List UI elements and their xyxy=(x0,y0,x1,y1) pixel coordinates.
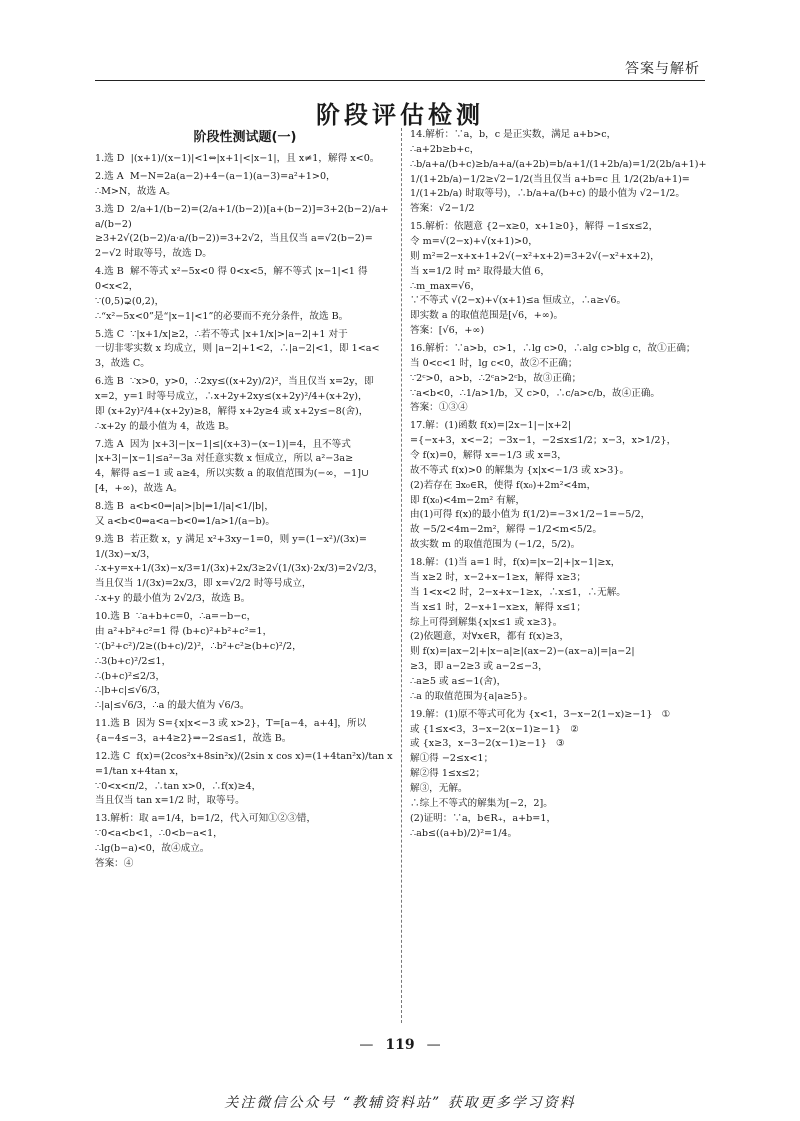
answer-line xyxy=(410,202,710,217)
line-text: 则 m²=2−x+x+1+2√(−x²+x+2)=3+2√(−x²+x+2)， xyxy=(410,250,660,262)
item-number: 6. xyxy=(95,376,105,388)
line-text: ∵(b²+c²)/2≥((b+c)/2)²，∴b²+c²≥(b+c)²/2， xyxy=(95,640,302,652)
answer-line xyxy=(410,723,710,738)
answer-line xyxy=(95,750,395,780)
line-text: 当且仅当 1/(3x)=2x/3，即 x=√2/2 时等号成立， xyxy=(95,578,312,590)
line-text: 故实数 m 的取值范围为 (−1/2，5/2)。 xyxy=(410,539,581,551)
line-text: 4，解得 a≤−1 或 a≥4，所以实数 a 的取值范围为(−∞，−1]∪ xyxy=(95,468,370,480)
line-text: ∴M>N，故选 A。 xyxy=(95,185,176,197)
item-number: 3. xyxy=(95,203,105,215)
line-text: 解：(1)原不等式可化为 {x<1，3−x−2(1−x)≥−1} ① xyxy=(425,708,671,720)
answer-item xyxy=(95,717,395,747)
line-text: 又 a<b<0⇒a<a−b<0⇒1/a>1/(a−b)。 xyxy=(95,515,275,527)
answer-line xyxy=(95,452,395,467)
answer-line xyxy=(95,577,395,592)
answer-line xyxy=(410,324,710,339)
answer-line xyxy=(410,357,710,372)
answer-item xyxy=(410,556,710,705)
line-text: ∴a 的取值范围为{a|a≥5}。 xyxy=(410,690,534,702)
line-text: 当 x≥2 时，x−2+x−1≥x，解得 x≥3； xyxy=(410,571,587,583)
answer-line xyxy=(410,235,710,250)
line-text: 解析：∵a，b，c 是正实数，满足 a+b>c， xyxy=(425,129,617,140)
answer-line xyxy=(95,684,395,699)
item-number: 18. xyxy=(410,557,426,569)
running-header: 答案与解析 xyxy=(625,61,700,77)
line-text: 故不等式 f(x)>0 的解集为 {x|x<−1/3 或 x>3}。 xyxy=(410,464,630,476)
answer-line xyxy=(410,812,710,827)
line-text: (2)证明：∵a，b∈R₊，a+b=1， xyxy=(410,812,557,824)
item-number: 19. xyxy=(410,708,426,720)
answer-line xyxy=(95,842,395,857)
answer-line xyxy=(95,827,395,842)
answer-item xyxy=(95,812,395,871)
line-text: 选 B ∵x>0，y>0，∴2xy≤((x+2y)/2)²，当且仅当 x=2y，即 xyxy=(104,376,374,388)
answer-line xyxy=(410,523,710,538)
answer-line xyxy=(410,827,710,842)
answer-line xyxy=(95,265,395,280)
answer-line xyxy=(410,342,710,357)
line-text: 3，故选 C。 xyxy=(95,358,150,370)
answer-line xyxy=(410,556,710,571)
answer-line xyxy=(410,464,710,479)
line-text: 答案：①③④ xyxy=(410,402,468,414)
answer-line xyxy=(95,170,395,185)
line-text: ∴|b+c|≤√6/3， xyxy=(95,685,167,697)
line-text: 当且仅当 tan x=1/2 时，取等号。 xyxy=(95,795,245,807)
answer-line xyxy=(410,586,710,601)
answer-line xyxy=(410,280,710,295)
line-text: 选 D 2/a+1/(b−2)=(2/a+1/(b−2))[a+(b−2)]=3+2(b−2)/a+a/(b−2) xyxy=(95,203,389,230)
answer-item xyxy=(95,265,395,324)
answer-item xyxy=(95,328,395,373)
line-text: ≥3+2√(2(b−2)/a·a/(b−2))=3+2√2，当且仅当 a=√2(b−2)= xyxy=(95,233,373,245)
line-text: ∴a≥5 或 a≤−1(舍)， xyxy=(410,675,507,687)
answer-line xyxy=(95,655,395,670)
item-number: 11. xyxy=(95,718,111,730)
answer-line xyxy=(95,500,395,515)
line-text: 2−√2 时取等号，故选 D。 xyxy=(95,248,212,260)
line-text: 答案：④ xyxy=(95,857,134,869)
line-text: 选 A 因为 |x+3|−|x−1|≤|(x+3)−(x−1)|=4，且不等式 xyxy=(104,438,351,450)
item-number: 7. xyxy=(95,438,105,450)
answer-line xyxy=(410,538,710,553)
page-number: — 119 — xyxy=(359,1037,441,1053)
line-text: 即 (x+2y)²/4+(x+2y)≥8，解得 x+2y≥4 或 x+2y≤−8(舍)， xyxy=(95,405,369,417)
answer-line xyxy=(410,294,710,309)
line-text: ∴m_max=√6， xyxy=(410,280,481,292)
answer-item xyxy=(410,128,710,217)
line-text: 答案：[√6，+∞) xyxy=(410,325,485,337)
answer-line xyxy=(410,419,710,434)
answer-line xyxy=(410,143,710,158)
line-text: ∴x+2y 的最小值为 4，故选 B。 xyxy=(95,420,235,432)
line-text: 解析：取 a=1/4，b=1/2，代入可知①②③错， xyxy=(110,813,317,825)
answer-line xyxy=(95,794,395,809)
answer-line xyxy=(95,717,395,732)
right-answer-list xyxy=(410,128,710,841)
answer-item xyxy=(410,419,710,553)
answer-line xyxy=(410,401,710,416)
answer-item xyxy=(410,708,710,842)
page-title: 阶段评估检测 xyxy=(316,101,484,129)
answer-line xyxy=(95,247,395,262)
answer-line xyxy=(410,675,710,690)
line-text: ∴x+y 的最小值为 2√2/3，故选 B。 xyxy=(95,593,251,605)
line-text: 解①得 −2≤x<1； xyxy=(410,753,494,765)
answer-line xyxy=(410,630,710,645)
answer-line xyxy=(95,342,395,357)
line-text: ∴x+y=x+1/(3x)−x/3=1/(3x)+2x/3≥2√(1/(3x)·2x/3)=2√2/3， xyxy=(95,563,384,575)
line-text: 答案：√2−1/2 xyxy=(410,203,475,215)
answer-line xyxy=(410,173,710,188)
answer-line xyxy=(410,752,710,767)
answer-line xyxy=(410,508,710,523)
line-text: ∴ab≤((a+b)/2)²=1/4。 xyxy=(410,827,518,839)
answer-line xyxy=(95,467,395,482)
line-text: ∴(b+c)²≤2/3， xyxy=(95,670,166,682)
answer-line xyxy=(95,857,395,872)
answer-line xyxy=(95,203,395,233)
line-text: 选 D |(x+1)/(x−1)|<1⇔|x+1|<|x−1|，且 x≠1，解得 x<0。 xyxy=(104,153,380,165)
line-text: ∴lg(b−a)<0，故④成立。 xyxy=(95,842,210,854)
answer-line xyxy=(410,494,710,509)
line-text: 故 −5/2<4m−2m²，解得 −1/2<m<5/2。 xyxy=(410,524,602,536)
answer-line xyxy=(410,128,710,143)
line-text: 一切非零实数 x 均成立，则 |a−2|+1<2，∴|a−2|<1，即 1<a< xyxy=(95,343,380,355)
answer-line xyxy=(95,310,395,325)
answer-item xyxy=(95,500,395,530)
line-text: 当 0<c<1 时，lg c<0，故②不正确； xyxy=(410,357,578,369)
line-text: 综上可得到解集{x|x≤1 或 x≥3}。 xyxy=(410,616,563,628)
answer-line xyxy=(95,515,395,530)
answer-line xyxy=(410,387,710,402)
item-number: 12. xyxy=(95,750,111,762)
line-text: ∴综上不等式的解集为[−2，2]。 xyxy=(410,797,553,809)
line-text: (2)依题意，对∀x∈R，都有 f(x)≥3， xyxy=(410,631,570,643)
answer-item xyxy=(95,170,395,200)
answer-line xyxy=(410,601,710,616)
item-number: 9. xyxy=(95,533,105,545)
column-divider xyxy=(401,128,402,1023)
line-text: 解析：依题意 {2−x≥0，x+1≥0}，解得 −1≤x≤2， xyxy=(425,221,659,233)
answer-line xyxy=(95,375,395,390)
line-text: 选 B 因为 S={x|x<−3 或 x>2}，T=[a−4，a+4]，所以 xyxy=(110,718,367,730)
line-text: 当 x=1/2 时 m² 取得最大值 6， xyxy=(410,265,550,277)
answer-line xyxy=(95,482,395,497)
line-text: 选 C f(x)=(2cos²x+8sin²x)/(2sin x cos x)=(1+4tan²x)/tan x=1/tan x+4tan x， xyxy=(95,750,393,777)
answer-item xyxy=(95,750,395,809)
line-text: 解③，无解。 xyxy=(410,782,468,794)
line-text: 选 B 解不等式 x²−5x<0 得 0<x<5，解不等式 |x−1|<1 得 xyxy=(104,266,368,278)
answer-line xyxy=(95,357,395,372)
answer-line xyxy=(95,533,395,548)
answer-line xyxy=(410,158,710,173)
item-number: 10. xyxy=(95,611,111,623)
line-text: ∵a<b<0，∴1/a>1/b，又 c>0，∴c/a>c/b，故④正确。 xyxy=(410,387,661,399)
line-text: |x+3|−|x−1|≤a²−3a 对任意实数 x 恒成立，所以 a²−3a≥ xyxy=(95,453,354,465)
answer-line xyxy=(410,782,710,797)
answer-item xyxy=(95,203,395,262)
answer-line xyxy=(95,328,395,343)
item-number: 4. xyxy=(95,266,105,278)
answer-line xyxy=(95,699,395,714)
answer-line xyxy=(410,737,710,752)
line-text: 选 B 若正数 x，y 满足 x²+3xy−1=0，则 y=(1−x²)/(3x)= xyxy=(104,533,367,545)
answer-line xyxy=(95,732,395,747)
section-heading: 阶段性测试题(一) xyxy=(193,130,297,145)
line-text: 0<x<2， xyxy=(95,281,139,293)
answer-line xyxy=(95,280,395,295)
answer-item xyxy=(410,220,710,339)
answer-line xyxy=(410,434,710,449)
item-number: 5. xyxy=(95,328,105,340)
item-number: 13. xyxy=(95,813,111,825)
answer-line xyxy=(410,616,710,631)
answer-line xyxy=(410,708,710,723)
line-text: ∴b/a+a/(b+c)≥b/a+a/(a+2b)=b/a+1/(1+2b/a)=1/2(2b/a+1)+ xyxy=(410,158,707,170)
line-text: ∵0<x<π/2，∴tan x>0，∴f(x)≥4， xyxy=(95,780,262,792)
line-text: ∴|a|≤√6/3，∴a 的最大值为 √6/3。 xyxy=(95,700,250,712)
line-text: ∵2ᶜ>0，a>b，∴2ᶜa>2ᶜb，故③正确； xyxy=(410,372,582,384)
answer-item xyxy=(95,533,395,607)
answer-item xyxy=(410,342,710,416)
line-text: (2)若存在 ∃x₀∈R，使得 f(x₀)+2m²<4m， xyxy=(410,479,597,491)
right-column xyxy=(410,128,710,844)
page-number-value: 119 xyxy=(385,1037,415,1053)
answer-line xyxy=(410,187,710,202)
item-number: 16. xyxy=(410,343,426,355)
line-text: 即 f(x₀)<4m−2m² 有解， xyxy=(410,494,526,506)
answer-line xyxy=(410,645,710,660)
answer-line xyxy=(95,390,395,405)
line-text: ∴a+2b≥b+c， xyxy=(410,143,480,155)
line-text: x=2，y=1 时等号成立，∴x+2y+2xy≤(x+2y)²/4+(x+2y)， xyxy=(95,391,368,403)
line-text: 或 {1≤x<3，3−x−2(x−1)≥−1} ② xyxy=(410,723,579,735)
left-answer-list xyxy=(95,152,395,872)
line-text: ={−x+3，x<−2；−3x−1，−2≤x≤1/2；x−3，x>1/2}， xyxy=(410,435,677,447)
answer-line xyxy=(410,220,710,235)
line-text: 则 f(x)=|ax−2|+|x−a|≥|(ax−2)−(ax−a)|=|a−2| xyxy=(410,646,635,658)
answer-line xyxy=(410,479,710,494)
line-text: 1/(3x)−x/3， xyxy=(95,548,156,560)
answer-line xyxy=(410,767,710,782)
line-text: 选 B a<b<0⇒|a|>|b|⇒1/|a|<1/|b|， xyxy=(104,501,274,513)
line-text: 1/(1+2b/a) 时取等号)，∴b/a+a/(b+c) 的最小值为 √2−1/2。 xyxy=(410,188,685,200)
answer-line xyxy=(95,670,395,685)
line-text: 选 B ∵a+b+c=0，∴a=−b−c， xyxy=(110,611,257,623)
line-text: ∵0<a<b<1，∴0<b−a<1， xyxy=(95,828,223,840)
answer-line xyxy=(95,592,395,607)
answer-line xyxy=(95,640,395,655)
line-text: 选 C ∵|x+1/x|≥2，∴若不等式 |x+1/x|>|a−2|+1 对于 xyxy=(104,328,348,340)
line-text: 解：(1)当 a=1 时，f(x)=|x−2|+|x−1|≥x， xyxy=(425,557,621,569)
answer-line xyxy=(410,372,710,387)
answer-line xyxy=(410,309,710,324)
answer-line xyxy=(95,405,395,420)
line-text: 选 A M−N=2a(a−2)+4−(a−1)(a−3)=a²+1>0， xyxy=(104,171,336,182)
line-text: 令 f(x)=0，解得 x=−1/3 或 x=3， xyxy=(410,450,567,462)
line-text: ∵(0,5)⊋(0,2)， xyxy=(95,295,165,307)
line-text: ∴3(b+c)²/2≤1， xyxy=(95,655,172,667)
answer-line xyxy=(410,797,710,812)
answer-line xyxy=(95,438,395,453)
answer-line xyxy=(410,690,710,705)
answer-line xyxy=(410,449,710,464)
line-text: 解②得 1≤x≤2； xyxy=(410,768,486,780)
line-text: ≥3，即 a−2≥3 或 a−2≤−3， xyxy=(410,661,548,673)
answer-line xyxy=(95,420,395,435)
answer-item xyxy=(95,438,395,497)
item-number: 1. xyxy=(95,153,105,165)
line-text: 令 m=√(2−x)+√(x+1)>0， xyxy=(410,236,538,248)
item-number: 15. xyxy=(410,221,426,233)
answer-line xyxy=(95,610,395,625)
line-text: [4，+∞)，故选 A。 xyxy=(95,483,183,495)
line-text: 解析：∵a>b，c>1，∴lg c>0，∴alg c>blg c，故①正确； xyxy=(425,343,696,355)
item-number: 14. xyxy=(410,129,426,140)
answer-item xyxy=(95,152,395,167)
line-text: 1/(1+2b/a)−1/2≥√2−1/2(当且仅当 a+b=c 且 1/2(2b/a+1)= xyxy=(410,173,690,185)
line-text: 当 1<x<2 时，2−x+x−1≥x，∴x≤1，∴无解。 xyxy=(410,586,626,598)
answer-item xyxy=(95,375,395,434)
answer-line xyxy=(95,232,395,247)
item-number: 2. xyxy=(95,171,105,182)
header-rule xyxy=(95,80,705,81)
answer-line xyxy=(95,152,395,167)
line-text: 当 x≤1 时，2−x+1−x≥x，解得 x≤1； xyxy=(410,601,587,613)
answer-line xyxy=(95,812,395,827)
answer-line xyxy=(95,562,395,577)
line-text: {a−4≤−3，a+4≥2}⇒−2≤a≤1，故选 B。 xyxy=(95,732,292,744)
answer-line xyxy=(410,660,710,675)
answer-item xyxy=(95,610,395,714)
line-text: 或 {x≥3，x−3−2(x−1)≥−1} ③ xyxy=(410,738,565,750)
item-number: 8. xyxy=(95,501,105,513)
left-column xyxy=(95,128,395,875)
answer-line xyxy=(95,548,395,563)
answer-line xyxy=(95,295,395,310)
line-text: 由(1)可得 f(x)的最小值为 f(1/2)=−3×1/2−1=−5/2， xyxy=(410,509,651,521)
answer-line xyxy=(410,571,710,586)
line-text: 解：(1)函数 f(x)=|2x−1|−|x+2| xyxy=(425,420,571,432)
answer-line xyxy=(95,780,395,795)
answer-line xyxy=(410,250,710,265)
answer-line xyxy=(95,185,395,200)
item-number: 17. xyxy=(410,420,426,432)
answer-line xyxy=(95,625,395,640)
footer-note: 关注微信公众号 “教辅资料站” 获取更多学习资料 xyxy=(224,1095,576,1111)
line-text: 由 a²+b²+c²=1 得 (b+c)²+b²+c²=1， xyxy=(95,625,273,637)
line-text: 即实数 a 的取值范围是[√6，+∞)。 xyxy=(410,310,564,322)
line-text: ∴“x²−5x<0”是“|x−1|<1”的必要而不充分条件，故选 B。 xyxy=(95,310,349,322)
line-text: ∵不等式 √(2−x)+√(x+1)≤a 恒成立，∴a≥√6。 xyxy=(410,295,627,307)
answer-line xyxy=(410,265,710,280)
